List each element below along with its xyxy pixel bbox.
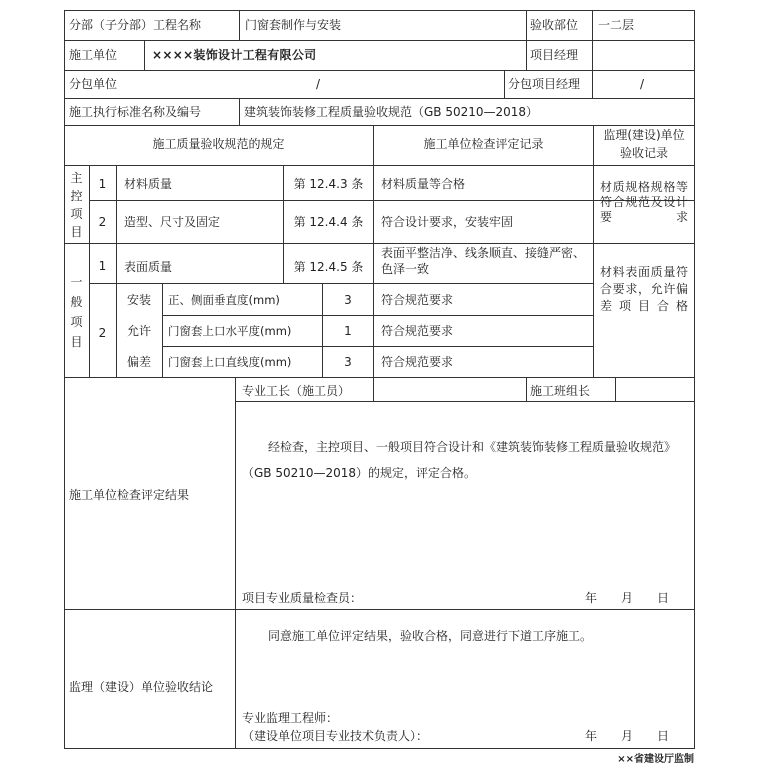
subcontractor-label: 分包单位	[69, 77, 118, 91]
result-date: 年 月 日	[585, 591, 670, 605]
contractor-label: 施工单位	[69, 48, 118, 62]
main-control-label-3: 项	[70, 207, 83, 221]
team-leader-label: 施工班组长	[530, 384, 591, 398]
deviation-2-name: 门窗套上口水平度(mm)	[168, 324, 292, 338]
general-label-3: 项	[70, 315, 83, 329]
deviation-3-record: 符合规范要求	[381, 355, 454, 369]
deviation-1-value: 3	[344, 293, 352, 307]
mc-item1-name: 材料质量	[124, 177, 173, 191]
foreman-label: 专业工长（施工员）	[242, 384, 351, 398]
main-control-label-1: 主	[70, 171, 83, 185]
acceptance-part-value: 一二层	[598, 18, 635, 32]
gen-item1-no: 1	[98, 259, 107, 273]
gen-item2-no: 2	[98, 326, 107, 340]
subcontractor-value: /	[316, 77, 321, 91]
col-spec-header: 施工质量验收规范的规定	[152, 137, 285, 151]
gen-item1-record: 表面平整洁净、线条顺直、接缝严密、色泽一致	[381, 246, 586, 276]
general-label-2: 般	[70, 295, 83, 309]
result-text: 经检查，主控项目、一般项目符合设计和《建筑装饰装修工程质量验收规范》（GB 50210—2018）的规定，评定合格。	[242, 440, 677, 480]
acceptance-part-label: 验收部位	[530, 18, 579, 32]
general-label-1: 一	[70, 275, 83, 289]
engineer-label: 专业监理工程师：	[242, 711, 339, 725]
general-label-4: 目	[70, 335, 83, 349]
main-control-label-4: 目	[70, 225, 83, 239]
deviation-2-record: 符合规范要求	[381, 324, 454, 338]
conclusion-date: 年 月 日	[585, 729, 670, 743]
inspector-label: 项目专业质量检查员：	[242, 591, 363, 605]
main-control-label-2: 控	[70, 189, 83, 203]
col-record-header: 施工单位检查评定记录	[423, 137, 544, 151]
sub-pm-value: /	[640, 77, 645, 91]
deviation-1-record: 符合规范要求	[381, 293, 454, 307]
col-supervision-header-2: 验收记录	[619, 146, 668, 160]
gen-item1-name: 表面质量	[124, 260, 173, 274]
subproject-label: 分部（子分部）工程名称	[69, 18, 202, 32]
subproject-value: 门窗套制作与安装	[245, 18, 342, 32]
mc-supervision-record: 材质规格规格等符合规范及设计要求	[600, 180, 688, 224]
deviation-3-value: 3	[344, 355, 352, 369]
owner-label: （建设单位项目专业技术负责人）：	[242, 729, 429, 743]
contractor-value: ××××装饰设计工程有限公司	[152, 48, 317, 62]
gen-item1-clause: 第 12.4.5 条	[293, 260, 364, 274]
footer-issuer: ××省建设厅监制	[617, 754, 694, 765]
mc-item1-record: 材料质量等合格	[381, 177, 466, 191]
deviation-3-name: 门窗套上口直线度(mm)	[168, 355, 292, 369]
install-label-1: 安装	[126, 293, 151, 307]
mc-item2-name: 造型、尺寸及固定	[124, 215, 221, 229]
result-label: 施工单位检查评定结果	[69, 488, 190, 502]
deviation-2-value: 1	[344, 324, 352, 338]
install-label-3: 偏差	[126, 355, 151, 369]
deviation-1-name: 正、侧面垂直度(mm)	[168, 293, 280, 307]
inspection-form	[64, 10, 695, 748]
mc-item1-no: 1	[98, 177, 107, 191]
mc-item2-record: 符合设计要求，安装牢固	[381, 215, 514, 229]
gen-supervision-record: 材料表面质量符合要求，允许偏差项目合格	[600, 265, 688, 313]
mc-item1-clause: 第 12.4.3 条	[293, 177, 364, 191]
project-manager-label: 项目经理	[530, 48, 579, 62]
conclusion-label: 监理（建设）单位验收结论	[69, 680, 214, 694]
sub-pm-label: 分包项目经理	[508, 77, 581, 91]
mc-item2-no: 2	[98, 215, 107, 229]
mc-item2-clause: 第 12.4.4 条	[293, 215, 364, 229]
standard-value: 建筑装饰装修工程质量验收规范（GB 50210—2018）	[244, 105, 539, 119]
install-label-2: 允许	[126, 324, 151, 338]
col-supervision-header-1: 监理(建设)单位	[603, 128, 685, 142]
standard-label: 施工执行标准名称及编号	[69, 105, 202, 119]
conclusion-text: 同意施工单位评定结果，验收合格，同意进行下道工序施工。	[268, 629, 593, 643]
